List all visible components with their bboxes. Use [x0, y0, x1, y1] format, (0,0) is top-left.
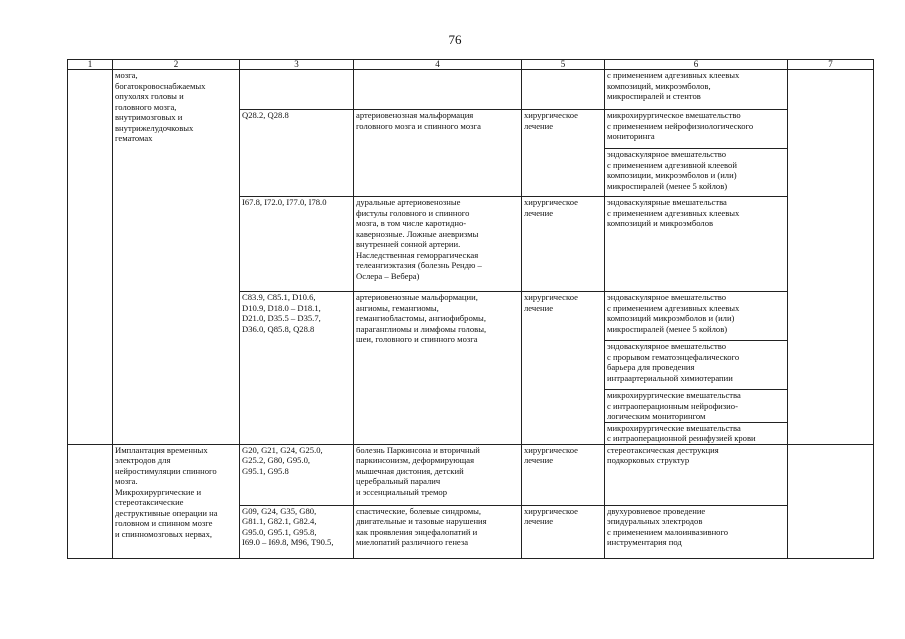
col-header-6: 6: [605, 60, 788, 70]
cell-method: эндоваскулярное вмешательство с применением адгезивных клеевых композиций микроэмболов и (или) микроспиралей (менее 5 койлов): [605, 292, 788, 341]
cell-codes: Q28.2, Q28.8: [240, 110, 354, 197]
cell-codes: C83.9, C85.1, D10.6, D10.9, D18.0 – D18.1, D21.0, D35.5 – D35.7, D36.0, Q85.8, Q28.8: [240, 292, 354, 445]
col-header-1: 1: [68, 60, 113, 70]
cell-col7-group2: [788, 444, 874, 558]
cell-treatment: хирургическое лечение: [522, 444, 605, 505]
cell-treatment: хирургическое лечение: [522, 505, 605, 558]
cell-empty: [522, 70, 605, 110]
cell-method: с применением адгезивных клеевых композиций, микроэмболов, микроспиралей и стентов: [605, 70, 788, 110]
header-row: [68, 60, 874, 70]
cell-method: стереотаксическая деструкция подкорковых структур: [605, 444, 788, 505]
cell-treatment: хирургическое лечение: [522, 197, 605, 292]
cell-disease: артериовенозная мальформация головного мозга и спинного мозга: [354, 110, 522, 197]
cell-method: эндоваскулярные вмешательства с применением адгезивных клеевых композиций и микроэмболов: [605, 197, 788, 292]
table-row: [68, 70, 874, 110]
cell-disease: болезнь Паркинсона и вторичный паркинсонизм, деформирующая мышечная дистония, детский церебральный паралич и эссенциальный тремор: [354, 444, 522, 505]
col-header-4: 4: [354, 60, 522, 70]
page-number: 76: [448, 32, 462, 47]
cell-method: микрохирургические вмешательства с интраоперационным нейрофизио- логическим мониторингом: [605, 390, 788, 423]
cell-disease: спастические, болевые синдромы, двигательные и тазовые нарушения как проявления энцефалопатий и миелопатий различного генеза: [354, 505, 522, 558]
cell-col1-group2: [68, 444, 113, 558]
cell-method: микрохирургическое вмешательство с применением нейрофизиологического мониторинга: [605, 110, 788, 149]
cell-group1-name: мозга, богатокровоснабжаемых опухолях головы и головного мозга, внутримозговых и внутрижелудочковых гематомах: [113, 70, 240, 445]
cell-treatment: хирургическое лечение: [522, 110, 605, 197]
cell-codes: G09, G24, G35, G80, G81.1, G82.1, G82.4, G95.0, G95.1, G95.8, I69.0 – I69.8, M96, T90.5,: [240, 505, 354, 558]
cell-disease: дуральные артериовенозные фистулы головного и спинного мозга, в том числе каротидно- кавернозные. Ложные аневризмы внутренней сонной артерии. Наследственная геморрагическая телеангиэктазия (болезнь Рендю – Ослера – Вебера): [354, 197, 522, 292]
col-header-3: 3: [240, 60, 354, 70]
col-header-7: 7: [788, 60, 874, 70]
cell-method: двухуровневое проведение эпидуральных электродов с применением малоинвазивного инструментария под: [605, 505, 788, 558]
table-row: [68, 444, 874, 505]
cell-group2-name: Имплантация временных электродов для нейростимуляции спинного мозга. Микрохирургические и стереотаксические деструктивные операции на головном и спинном мозге и спинномозговых нервах,: [113, 444, 240, 558]
cell-col1-group1: [68, 70, 113, 445]
cell-codes: I67.8, I72.0, I77.0, I78.0: [240, 197, 354, 292]
cell-codes: G20, G21, G24, G25.0, G25.2, G80, G95.0, G95.1, G95.8: [240, 444, 354, 505]
cell-col7-group1: [788, 70, 874, 445]
col-header-5: 5: [522, 60, 605, 70]
cell-treatment: хирургическое лечение: [522, 292, 605, 445]
cell-empty: [240, 70, 354, 110]
cell-empty: [354, 70, 522, 110]
cell-disease: артериовенозные мальформации, ангиомы, гемангиомы, гемангиобластомы, ангиофибромы, параганглиомы и лимфомы головы, шеи, головного и спинного мозга: [354, 292, 522, 445]
col-header-2: 2: [113, 60, 240, 70]
cell-method: эндоваскулярное вмешательство с прорывом гематоэнцефалического барьера для проведения интраартериальной химиотерапии: [605, 341, 788, 390]
cell-method: микрохирургические вмешательства с интраоперационной реинфузией крови: [605, 422, 788, 444]
procedures-table: [67, 59, 874, 559]
cell-method: эндоваскулярное вмешательство с применением адгезивной клеевой композиции, микроэмболов и (или) микроспиралей (менее 5 койлов): [605, 149, 788, 197]
